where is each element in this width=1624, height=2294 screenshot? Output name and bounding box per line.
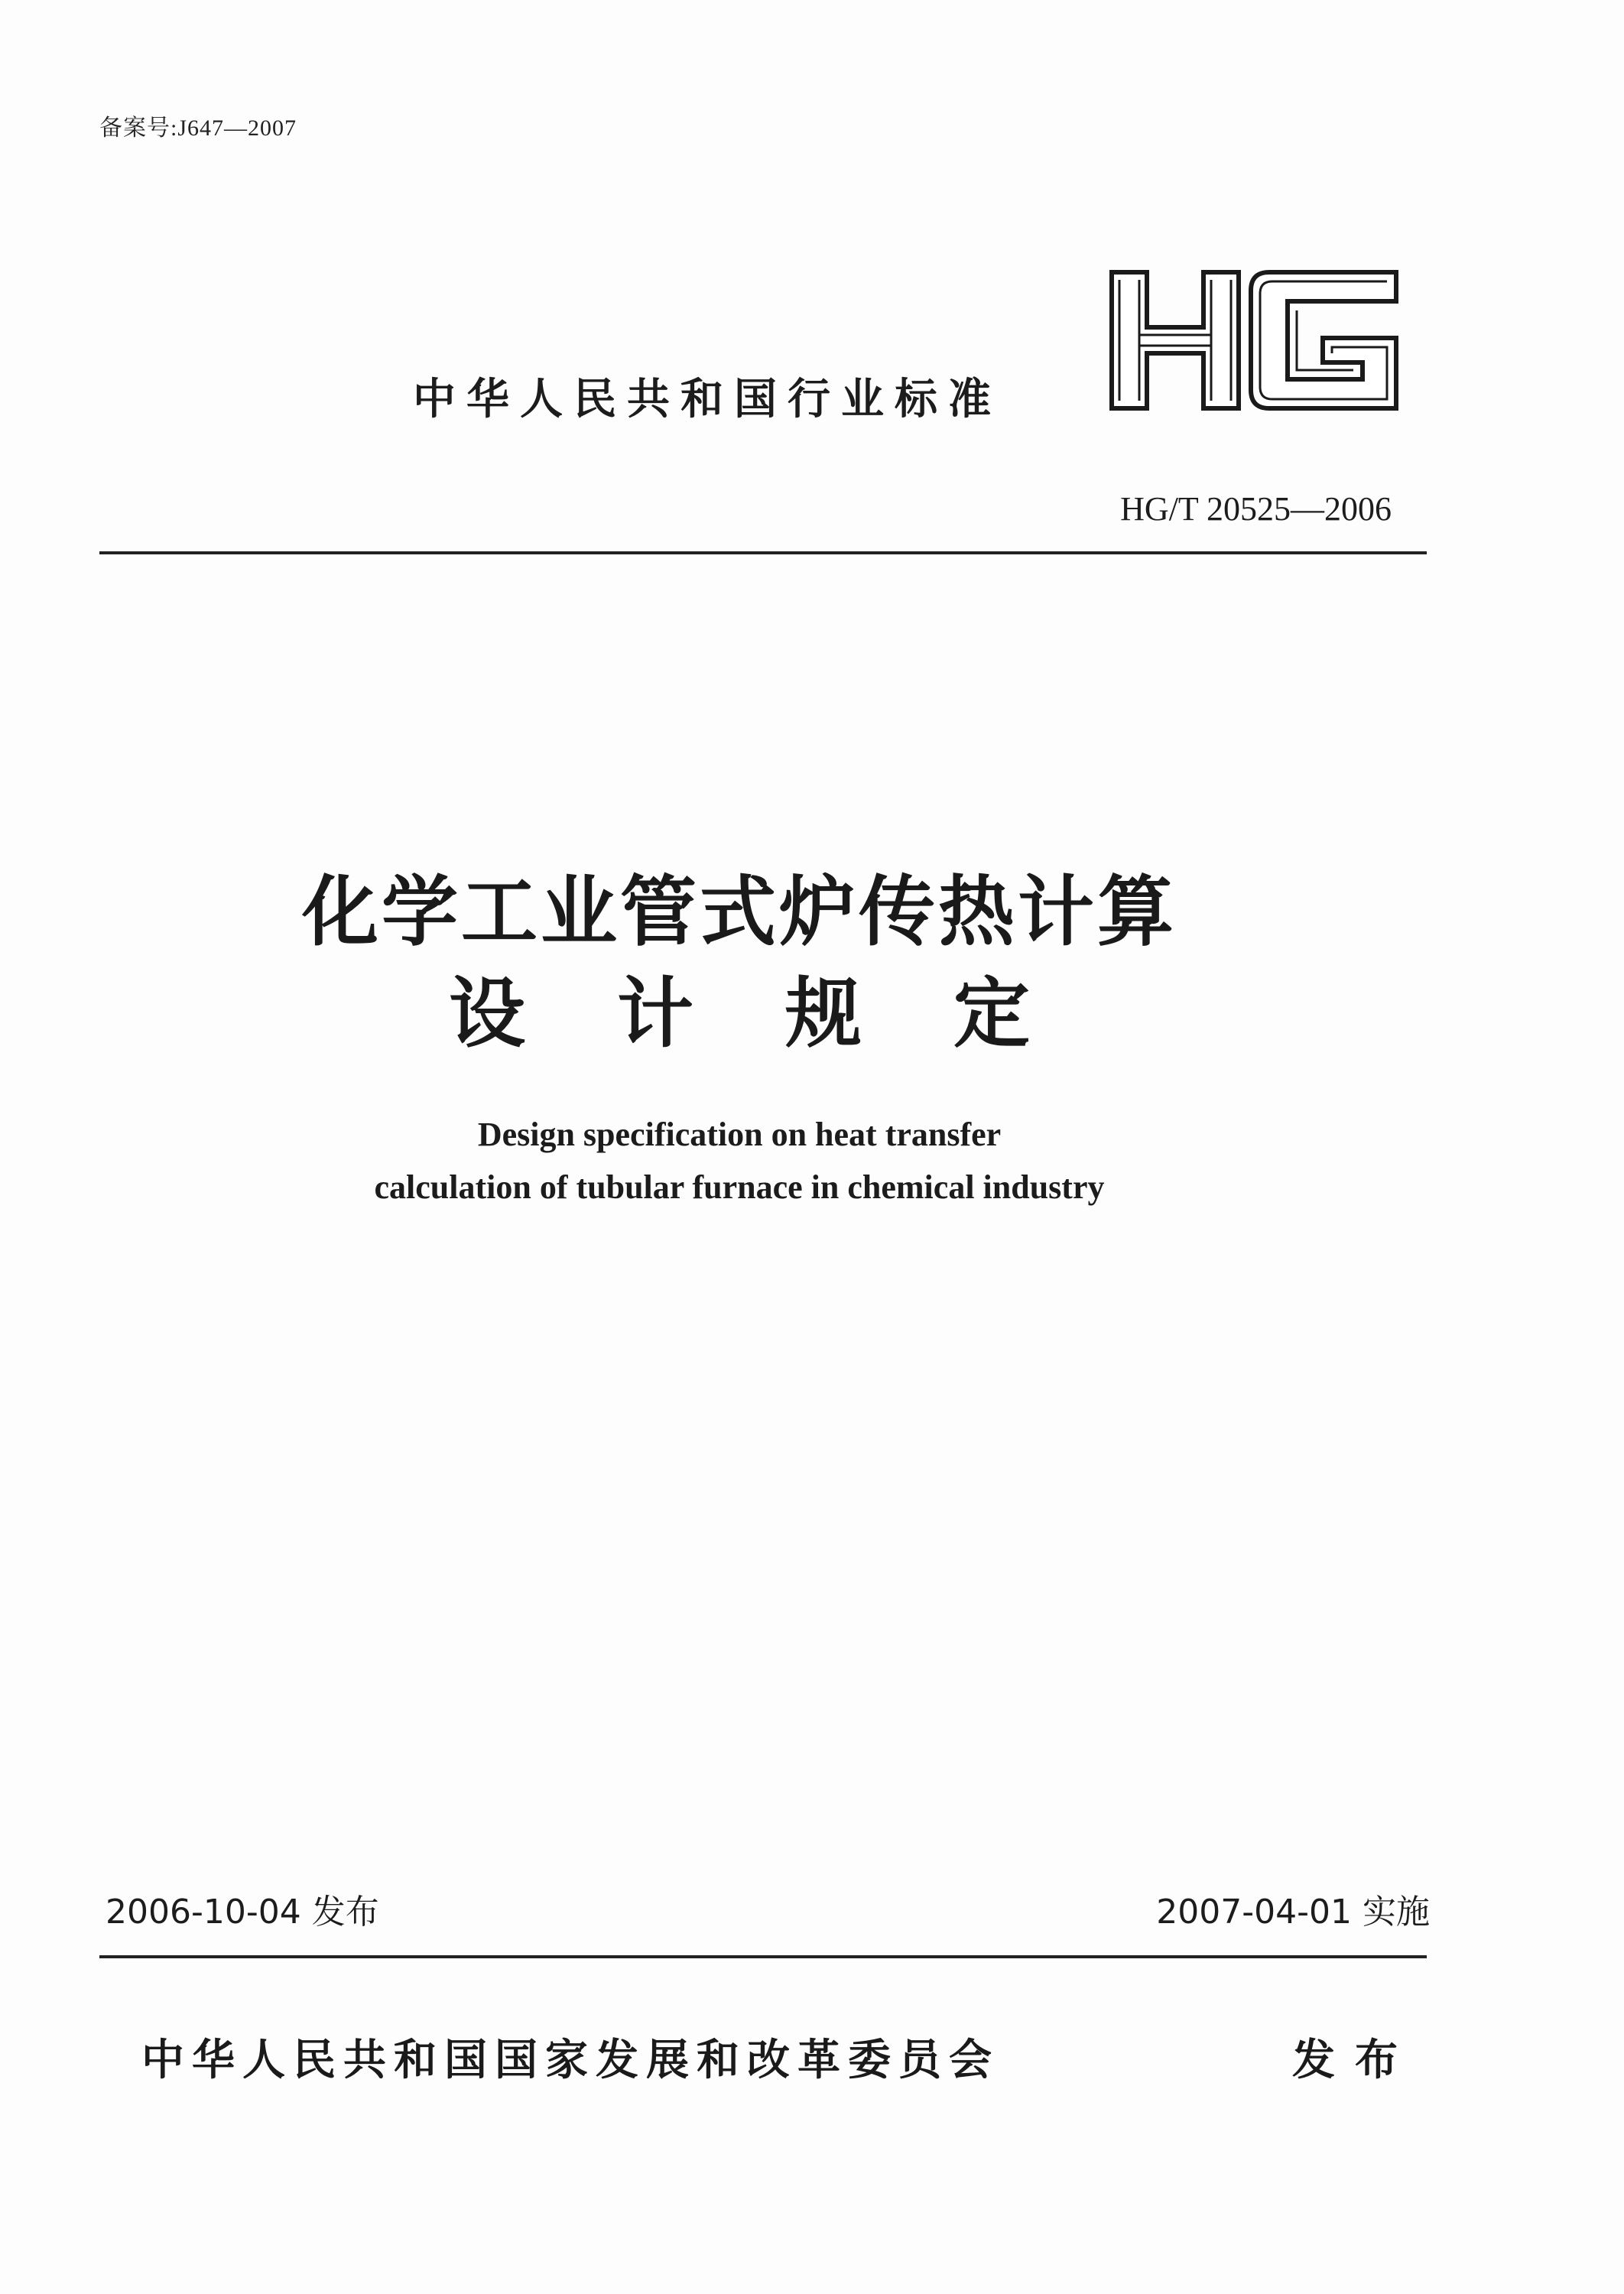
effective-date: 2007-04-01 实施 xyxy=(1156,1893,1430,1932)
publisher-name: 中华人民共和国国家发展和改革委员会 xyxy=(141,2036,999,2085)
title-en-line2: calculation of tubular furnace in chemical industry xyxy=(374,1168,1105,1206)
bottom-divider xyxy=(99,1955,1427,1958)
logo-letter-g xyxy=(1251,272,1396,408)
standard-name: 中华人民共和国行业标准 xyxy=(413,375,1002,424)
title-cn-line2: 设计规定 xyxy=(449,969,1122,1058)
standard-code: HG/T 20525—2006 xyxy=(1120,490,1392,528)
title-en-line1: Design specification on heat transfer xyxy=(477,1116,1002,1153)
logo-letter-h xyxy=(1112,272,1239,408)
hg-logo xyxy=(1107,268,1402,413)
top-divider xyxy=(99,551,1427,554)
issue-date: 2006-10-04 发布 xyxy=(106,1893,379,1932)
publisher-suffix: 发布 xyxy=(1292,2036,1418,2085)
title-cn-line1: 化学工业管式炉传热计算 xyxy=(302,867,1177,957)
record-number: 备案号:J647—2007 xyxy=(99,115,297,141)
